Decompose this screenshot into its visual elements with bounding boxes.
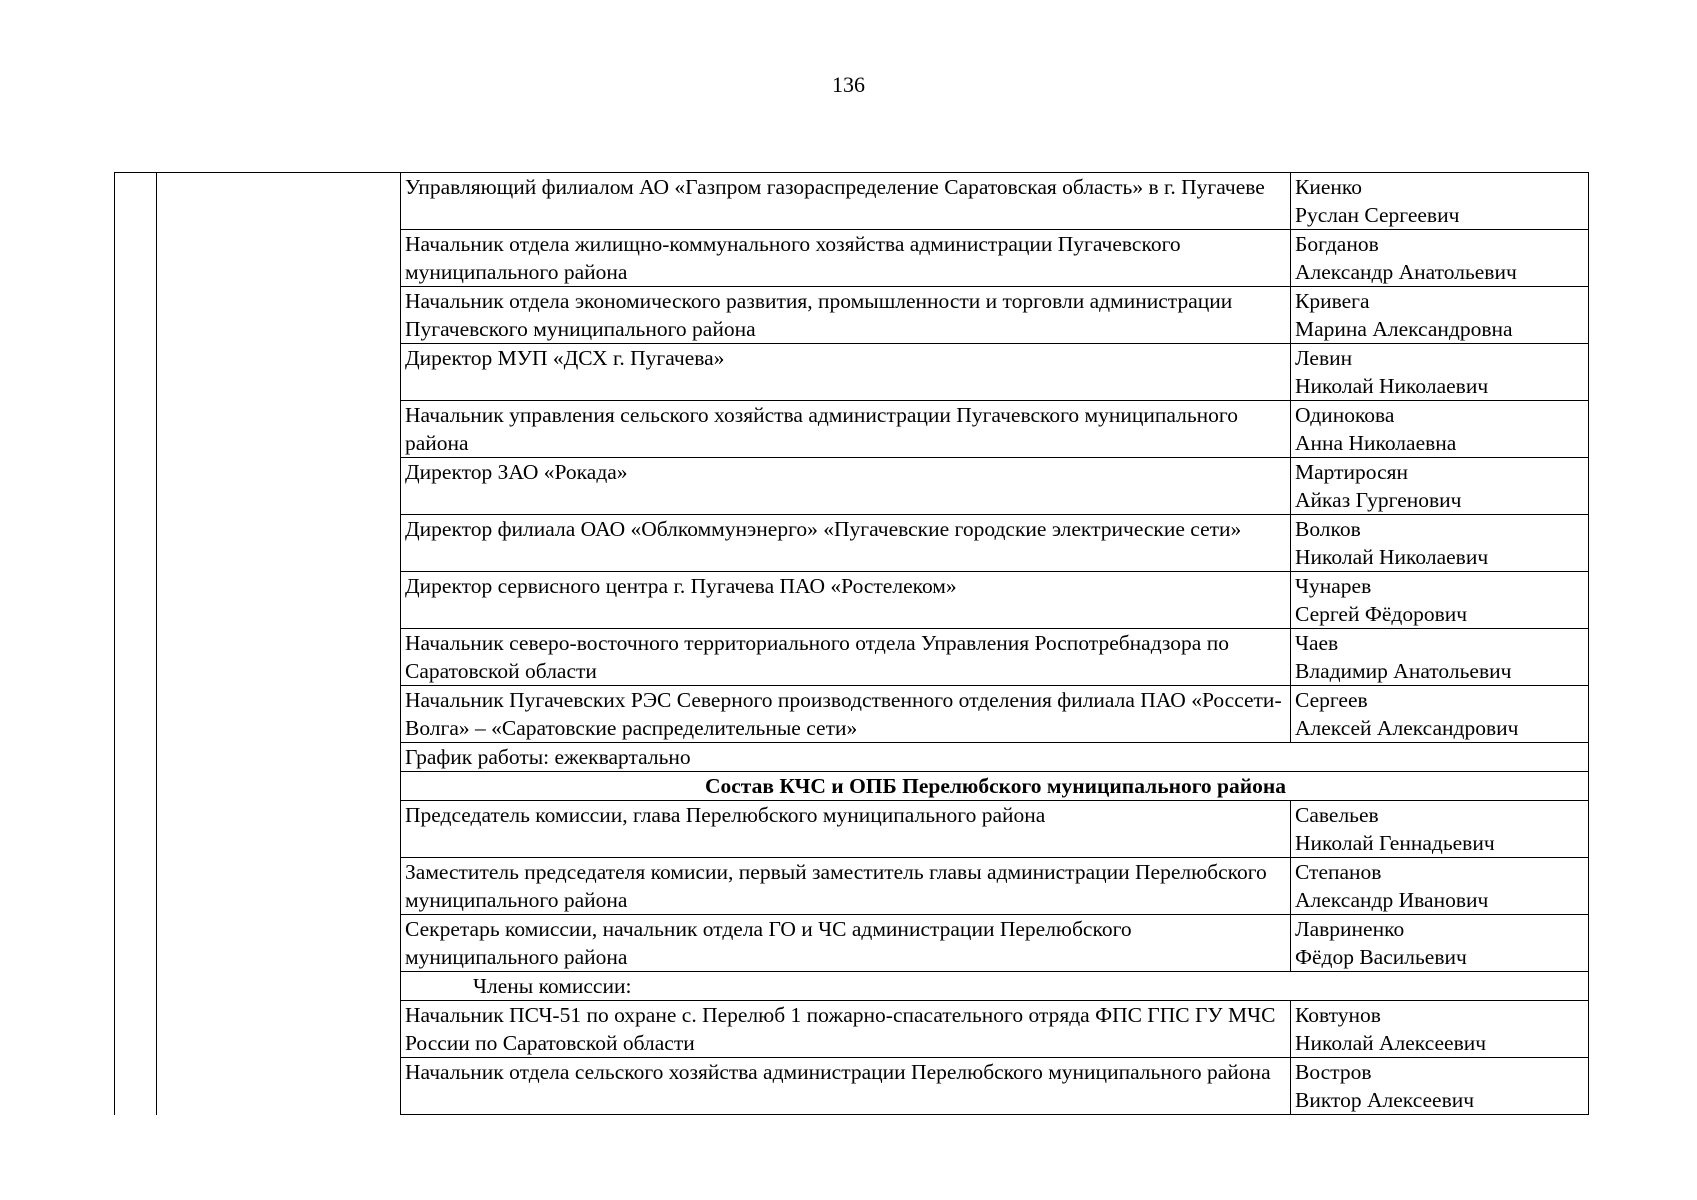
- given-name: Николай Алексеевич: [1295, 1031, 1487, 1055]
- surname: Кривега: [1295, 289, 1370, 313]
- person-cell: [1291, 1058, 1589, 1115]
- person-cell: [1291, 344, 1589, 401]
- given-name: Марина Александровна: [1295, 317, 1513, 341]
- position-cell: Начальник северо-восточного территориального отдела Управления Роспотребнадзора по Саратовской области: [401, 629, 1291, 686]
- surname: Степанов: [1295, 860, 1382, 884]
- position-cell: Начальник Пугачевских РЭС Северного производственного отделения филиала ПАО «Россети-Волга» – «Саратовские распределительные сети»: [401, 686, 1291, 743]
- position-cell: Управляющий филиалом АО «Газпром газораспределение Саратовская область» в г. Пугачеве: [401, 173, 1291, 230]
- surname: Лавриненко: [1295, 917, 1405, 941]
- person-cell: [1291, 515, 1589, 572]
- surname: Киенко: [1295, 175, 1362, 199]
- table-row: [115, 173, 1589, 230]
- surname: Ковтунов: [1295, 1003, 1381, 1027]
- person-cell: [1291, 858, 1589, 915]
- position-cell: Секретарь комиссии, начальник отдела ГО и ЧС администрации Перелюбского муниципального района: [401, 915, 1291, 972]
- blank-column-area: [157, 173, 401, 1115]
- person-cell: [1291, 173, 1589, 230]
- position-cell: Начальник отдела жилищно-коммунального хозяйства администрации Пугачевского муниципального района: [401, 230, 1291, 287]
- given-name: Николай Геннадьевич: [1295, 831, 1495, 855]
- position-cell: Начальник отдела экономического развития, промышленности и торговли администрации Пугачевского муниципального района: [401, 287, 1291, 344]
- members-label: Члены комиссии:: [401, 972, 1589, 1001]
- surname: Одинокова: [1295, 403, 1395, 427]
- person-cell: [1291, 801, 1589, 858]
- given-name: Сергей Фёдорович: [1295, 602, 1468, 626]
- given-name: Анна Николаевна: [1295, 431, 1457, 455]
- person-cell: [1291, 915, 1589, 972]
- blank-column-number: [115, 173, 157, 1115]
- given-name: Николай Николаевич: [1295, 545, 1489, 569]
- surname: Левин: [1295, 346, 1353, 370]
- surname: Богданов: [1295, 232, 1379, 256]
- surname: Чунарев: [1295, 574, 1372, 598]
- position-cell: Председатель комиссии, глава Перелюбского муниципального района: [401, 801, 1291, 858]
- given-name: Владимир Анатольевич: [1295, 659, 1512, 683]
- surname: Мартиросян: [1295, 460, 1409, 484]
- given-name: Руслан Сергеевич: [1295, 203, 1460, 227]
- given-name: Александр Анатольевич: [1295, 260, 1517, 284]
- commission-table: [114, 172, 1589, 1115]
- surname: Востров: [1295, 1060, 1372, 1084]
- position-cell: Директор филиала ОАО «Облкоммунэнерго» «Пугачевские городские электрические сети»: [401, 515, 1291, 572]
- given-name: Александр Иванович: [1295, 888, 1489, 912]
- surname: Чаев: [1295, 631, 1339, 655]
- position-cell: Директор МУП «ДСХ г. Пугачева»: [401, 344, 1291, 401]
- position-cell: Начальник управления сельского хозяйства администрации Пугачевского муниципального района: [401, 401, 1291, 458]
- person-cell: [1291, 458, 1589, 515]
- position-cell: Начальник ПСЧ-51 по охране с. Перелюб 1 пожарно-спасательного отряда ФПС ГПС ГУ МЧС России по Саратовской области: [401, 1001, 1291, 1058]
- person-cell: [1291, 686, 1589, 743]
- position-cell: Начальник отдела сельского хозяйства администрации Перелюбского муниципального района: [401, 1058, 1291, 1115]
- given-name: Алексей Александрович: [1295, 716, 1519, 740]
- person-cell: [1291, 230, 1589, 287]
- given-name: Айказ Гургенович: [1295, 488, 1462, 512]
- person-cell: [1291, 629, 1589, 686]
- person-cell: [1291, 572, 1589, 629]
- position-cell: Директор ЗАО «Рокада»: [401, 458, 1291, 515]
- surname: Сергеев: [1295, 688, 1368, 712]
- person-cell: [1291, 287, 1589, 344]
- position-cell: Директор сервисного центра г. Пугачева ПАО «Ростелеком»: [401, 572, 1291, 629]
- person-cell: [1291, 1001, 1589, 1058]
- section-heading: Состав КЧС и ОПБ Перелюбского муниципального района: [401, 772, 1589, 801]
- given-name: Николай Николаевич: [1295, 374, 1489, 398]
- given-name: Виктор Алексеевич: [1295, 1088, 1475, 1112]
- given-name: Фёдор Васильевич: [1295, 945, 1467, 969]
- surname: Савельев: [1295, 803, 1379, 827]
- position-cell: Заместитель председателя комисии, первый заместитель главы администрации Перелюбского муниципального района: [401, 858, 1291, 915]
- schedule-cell: График работы: ежеквартально: [401, 743, 1589, 772]
- person-cell: [1291, 401, 1589, 458]
- page-number: 136: [832, 72, 865, 97]
- surname: Волков: [1295, 517, 1361, 541]
